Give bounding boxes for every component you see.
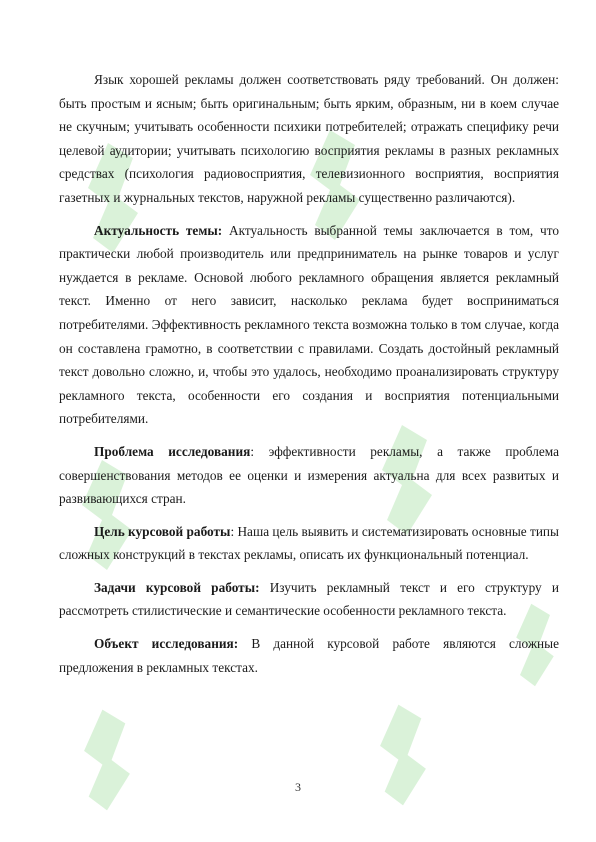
paragraph-text: Изучить рекламный текст и его структуру и рассмотреть стилистические и семантические особенности рекламного текста.: [59, 579, 559, 619]
paragraph-lead: Цель курсовой работы: [94, 523, 231, 539]
document-body: [59, 68, 559, 688]
paragraph-text: В данной курсовой работе являются сложные предложения в рекламных текстах.: [59, 636, 559, 675]
paragraph-lead: Актуальность темы:: [94, 222, 223, 238]
paragraph-relevance: [59, 219, 559, 431]
paragraph-text: : Наша цель выявить и систематизировать основные типы сложных конструкций в текстах рекламы, описать их функциональный потенциал.: [59, 523, 559, 563]
paragraph-object: [59, 632, 559, 679]
paragraph-goal: [59, 520, 559, 567]
paragraph-tasks: [59, 576, 559, 623]
paragraph-intro: [59, 68, 559, 210]
paragraph-text: : эффективности рекламы, а также проблема совершенствования методов ее оценки и измерения актуальна для всех развитых и развивающихся стран.: [59, 443, 559, 507]
watermark-mark-left-bottom: [72, 705, 142, 815]
paragraph-lead: Задачи курсовой работы:: [94, 579, 260, 595]
paragraph-problem: [59, 440, 559, 511]
paragraph-text: Актуальность выбранной темы заключается в том, что практически любой производитель или предприниматель на рынке товаров и услуг нуждается в рекламе. Основой любого рекламного обращения является рекламный текст. Именно от него зависит, насколько реклама будет восприниматься потребителями. Эффективность рекламного текста возможна только в том случае, когда он составлена грамотно, в соответствии с правилами. Создать достойный рекламный текст довольно сложно, и, чтобы это удалось, необходимо проанализировать структуру рекламного текста, особенности его создания и восприятия потенциальными потребителями.: [59, 222, 559, 427]
page-number: 3: [295, 780, 301, 794]
paragraph-lead: Объект исследования:: [94, 636, 239, 652]
paragraph-text: Язык хорошей рекламы должен соответствовать ряду требований. Он должен: быть простым и ясным; быть оригинальным; быть ярким, образным, ни в коем случае не скучным; учитывать особенности психики потребителей; отражать специфику речи целевой аудитории; учитывать психологию восприятия рекламы в разных рекламных средствах (психология радиовосприятия, телевизионного восприятия, восприятия газетных и журнальных текстов, наружной рекламы существенно различаются).: [59, 72, 559, 205]
paragraph-lead: Проблема исследования: [94, 443, 251, 459]
